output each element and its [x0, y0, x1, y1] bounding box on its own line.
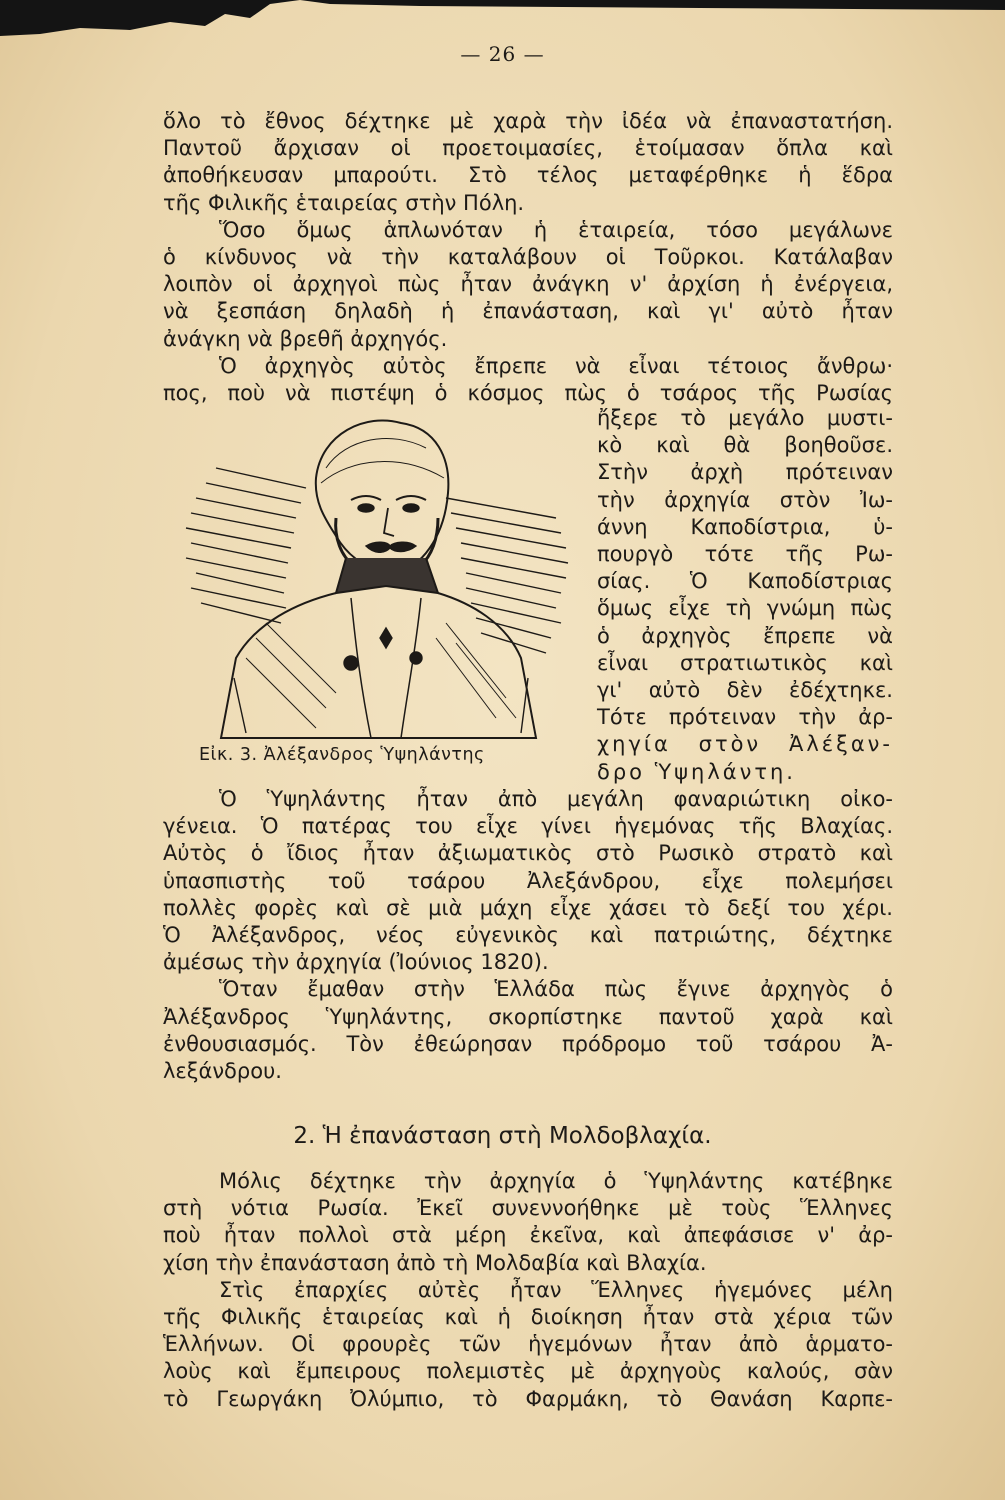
- text-line: τῆς Φιλικῆς ἑταιρείας στὴν Πόλη.: [163, 190, 525, 215]
- text-line: λεξάνδρου.: [163, 1059, 282, 1084]
- text-line: τὸ Γεωργάκη Ὀλύμπιο, τὸ Φαρμάκη, τὸ Θανάση Καρπε-: [163, 1386, 893, 1411]
- text-line: Αὐτὸς ὁ ἴδιος ἦταν ἀξιωματικὸς στὸ Ρωσικὸ στρατὸ καὶ: [163, 841, 893, 866]
- text-line: Ὅσο ὅμως ἁπλωνόταν ἡ ἑταιρεία, τόσο μεγάλωνε: [219, 217, 893, 242]
- text-line: δρο Ὑψηλάντη.: [597, 759, 796, 784]
- text-line: σίας. Ὁ Καποδίστριας: [597, 569, 893, 594]
- text-line: ὅλο τὸ ἔθνος δέχτηκε μὲ χαρὰ τὴν ἰδέα νὰ ἐπαναστατήση.: [163, 109, 893, 133]
- text-line: τὴν ἀρχηγία στὸν Ἰω-: [597, 487, 893, 512]
- section-heading: 2. Ἡ ἐπανάσταση στὴ Μολδοβλαχία.: [293, 1123, 712, 1149]
- text-line: ἐνθουσιασμός. Τὸν ἐθεώρησαν πρόδρομο τοῦ τσάρου Ἀ-: [163, 1031, 893, 1056]
- text-line: νὰ ξεσπάση δηλαδὴ ἡ ἐπανάσταση, καὶ γι' αὐτὸ ἦταν: [163, 299, 893, 324]
- paragraph-block-3: [163, 1168, 893, 1413]
- text-line: Τότε πρότειναν τὴν ἀρ-: [597, 705, 893, 730]
- text-line: πος, ποὺ νὰ πιστέψη ὁ κόσμος πὼς ὁ τσάρος τῆς Ρωσίας: [163, 381, 893, 406]
- text-line: εἶναι στρατιωτικὸς καὶ: [597, 650, 893, 675]
- text-line: γι' αὐτὸ δὲν ἐδέχτηκε.: [597, 678, 893, 703]
- text-line: ὁ ἀρχηγὸς ἔπρεπε νὰ: [597, 623, 893, 648]
- torn-page-edge: [0, 0, 1005, 40]
- text-line: λοιπὸν οἱ ἀρχηγοὶ πὼς ἦταν ἀνάγκη ν' ἀρχίση ἡ ἐνέργεια,: [163, 272, 893, 297]
- text-line: Ὁ Ὑψηλάντης ἦταν ἀπὸ μεγάλη φαναριώτικη οἰκο-: [219, 787, 893, 811]
- text-line: Ἀλέξανδρος Ὑψηλάντης, σκορπίστηκε παντοῦ χαρὰ καὶ: [163, 1004, 893, 1029]
- figure-caption: Εἰκ. 3. Ἀλέξανδρος Ὑψηλάντης: [199, 745, 485, 765]
- text-line: ποὺ ἦταν πολλοὶ στὰ μέρη ἐκεῖνα, καὶ ἀπεφάσισε ν' ἀρ-: [163, 1223, 893, 1248]
- text-line: Ὅταν ἔμαθαν στὴν Ἑλλάδα πὼς ἔγινε ἀρχηγὸς ὁ: [219, 977, 893, 1002]
- page-number: — 26 —: [460, 42, 545, 66]
- paragraph-block-2: [163, 786, 893, 1085]
- text-line: ἀποθήκευσαν μπαρούτι. Στὸ τέλος μεταφέρθηκε ἡ ἕδρα: [163, 163, 893, 188]
- text-line: ἀμέσως τὴν ἀρχηγία (Ἰούνιος 1820).: [163, 950, 549, 975]
- portrait-illustration: [176, 408, 576, 748]
- text-line: Στὶς ἐπαρχίες αὐτὲς ἦταν Ἕλληνες ἡγεμόνες μέλη: [219, 1277, 893, 1302]
- text-line: πουργὸ τότε τῆς Ρω-: [597, 542, 893, 567]
- text-line: ἤξερε τὸ μεγάλο μυστι-: [597, 406, 893, 430]
- text-line: Ὁ Ἀλέξανδρος, νέος εὐγενικὸς καὶ πατριώτης, δέχτηκε: [163, 923, 893, 948]
- text-line: γένεια. Ὁ πατέρας του εἶχε γίνει ἡγεμόνας τῆς Βλαχίας.: [163, 814, 893, 839]
- text-line: τῆς Φιλικῆς ἑταιρείας καὶ ἡ διοίκηση ἦταν στὰ χέρια τῶν: [163, 1305, 893, 1330]
- wrapped-text-column: [597, 405, 893, 786]
- text-line: ὅμως εἶχε τὴ γνώμη πὼς: [597, 596, 893, 621]
- text-line: ὑπασπιστὴς τοῦ τσάρου Ἀλεξάνδρου, εἶχε πολεμήσει: [163, 868, 893, 893]
- text-line: πολλὲς φορὲς καὶ σὲ μιὰ μάχη εἶχε χάσει τὸ δεξί του χέρι.: [163, 895, 893, 920]
- text-line: ὁ κίνδυνος νὰ τὴν καταλάβουν οἱ Τοῦρκοι. Κατάλαβαν: [163, 245, 893, 270]
- text-line: στὴ νότια Ρωσία. Ἐκεῖ συνεννοήθηκε μὲ τοὺς Ἕλληνες: [163, 1196, 893, 1221]
- text-line: Στὴν ἀρχὴ πρότειναν: [597, 460, 893, 485]
- text-line: λοὺς καὶ ἔμπειρους πολεμιστὲς μὲ ἀρχηγοὺς καλούς, σὰν: [163, 1359, 893, 1384]
- paragraph-block-1: [163, 108, 893, 407]
- text-line: Παντοῦ ἄρχισαν οἱ προετοιμασίες, ἑτοίμασαν ὅπλα καὶ: [163, 136, 893, 161]
- text-line: ἀνάγκη νὰ βρεθῆ ἀρχηγός.: [163, 326, 448, 351]
- text-line: Ὁ ἀρχηγὸς αὐτὸς ἔπρεπε νὰ εἶναι τέτοιος ἄνθρω·: [219, 353, 893, 378]
- text-line: Ἑλλήνων. Οἱ φρουρὲς τῶν ἡγεμόνων ἦταν ἀπὸ ἁρματο-: [163, 1332, 893, 1357]
- text-line: κὸ καὶ θὰ βοηθοῦσε.: [597, 433, 893, 458]
- text-line: χηγία στὸν Ἀλέξαν-: [597, 732, 893, 757]
- text-line: άννη Καποδίστρια, ὑ-: [597, 514, 893, 539]
- text-line: Μόλις δέχτηκε τὴν ἀρχηγία ὁ Ὑψηλάντης κατέβηκε: [219, 1169, 893, 1193]
- text-line: χίση τὴν ἐπανάσταση ἀπὸ τὴ Μολδαβία καὶ Βλαχία.: [163, 1250, 707, 1275]
